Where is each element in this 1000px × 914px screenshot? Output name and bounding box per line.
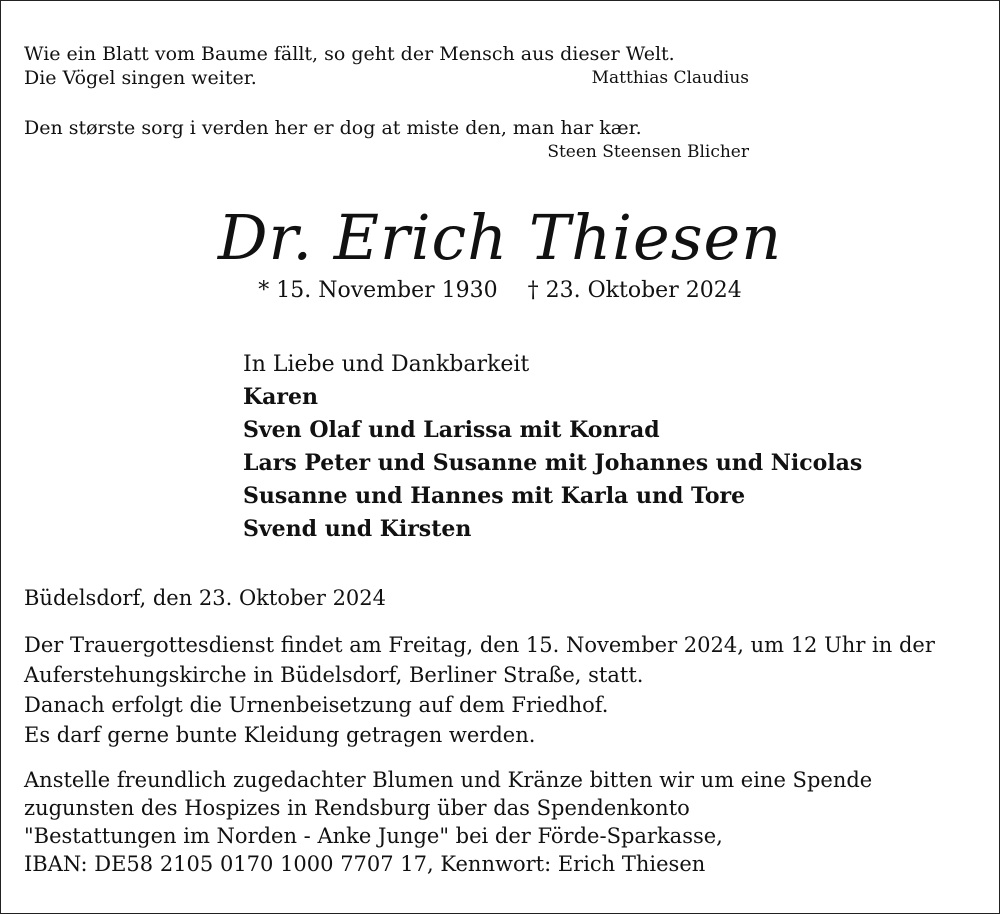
quote-author: Matthias Claudius xyxy=(591,68,749,88)
mourners-intro: In Liebe und Dankbarkeit xyxy=(243,352,530,377)
mourner-name: Karen xyxy=(243,384,318,410)
donation-line: zugunsten des Hospizes in Rendsburg über das Spendenkonto xyxy=(24,796,690,820)
mourner-name: Lars Peter und Susanne mit Johannes und Nicolas xyxy=(243,450,863,476)
birth-date: * 15. November 1930 xyxy=(258,278,498,303)
service-line: Danach erfolgt die Urnenbeisetzung auf dem Friedhof. xyxy=(24,693,609,717)
service-line: Der Trauergottesdienst findet am Freitag, den 15. November 2024, um 12 Uhr in der xyxy=(24,633,935,657)
donation-line: "Bestattungen im Norden - Anke Junge" bei der Förde-Sparkasse, xyxy=(24,824,723,848)
mourner-name: Sven Olaf und Larissa mit Konrad xyxy=(243,417,660,443)
mourner-name: Svend und Kirsten xyxy=(243,516,472,542)
death-date: † 23. Oktober 2024 xyxy=(527,278,742,303)
mourner-name: Susanne und Hannes mit Karla und Tore xyxy=(243,483,746,509)
quote-line: Die Vögel singen weiter. xyxy=(24,67,257,89)
quote-line: Wie ein Blatt vom Baume fällt, so geht der Mensch aus dieser Welt. xyxy=(24,43,675,65)
donation-line: Anstelle freundlich zugedachter Blumen und Kränze bitten wir um eine Spende xyxy=(24,768,873,792)
donation-line: IBAN: DE58 2105 0170 1000 7707 17, Kennwort: Erich Thiesen xyxy=(24,852,706,876)
donation-info xyxy=(24,766,872,878)
life-dates xyxy=(0,276,1000,306)
deceased-name: Dr. Erich Thiesen xyxy=(217,201,783,274)
quote-blicher xyxy=(24,116,749,164)
place-date xyxy=(24,583,386,613)
place-date-text: Büdelsdorf, den 23. Oktober 2024 xyxy=(24,586,387,610)
mourners-list xyxy=(243,348,862,546)
service-line: Auferstehungskirche in Büdelsdorf, Berliner Straße, statt. xyxy=(24,663,644,687)
quote-author: Steen Steensen Blicher xyxy=(547,142,749,162)
service-info xyxy=(24,630,935,750)
quote-line: Den største sorg i verden her er dog at miste den, man har kær. xyxy=(24,117,642,139)
quote-claudius xyxy=(24,42,749,90)
service-line: Es darf gerne bunte Kleidung getragen werden. xyxy=(24,723,536,747)
